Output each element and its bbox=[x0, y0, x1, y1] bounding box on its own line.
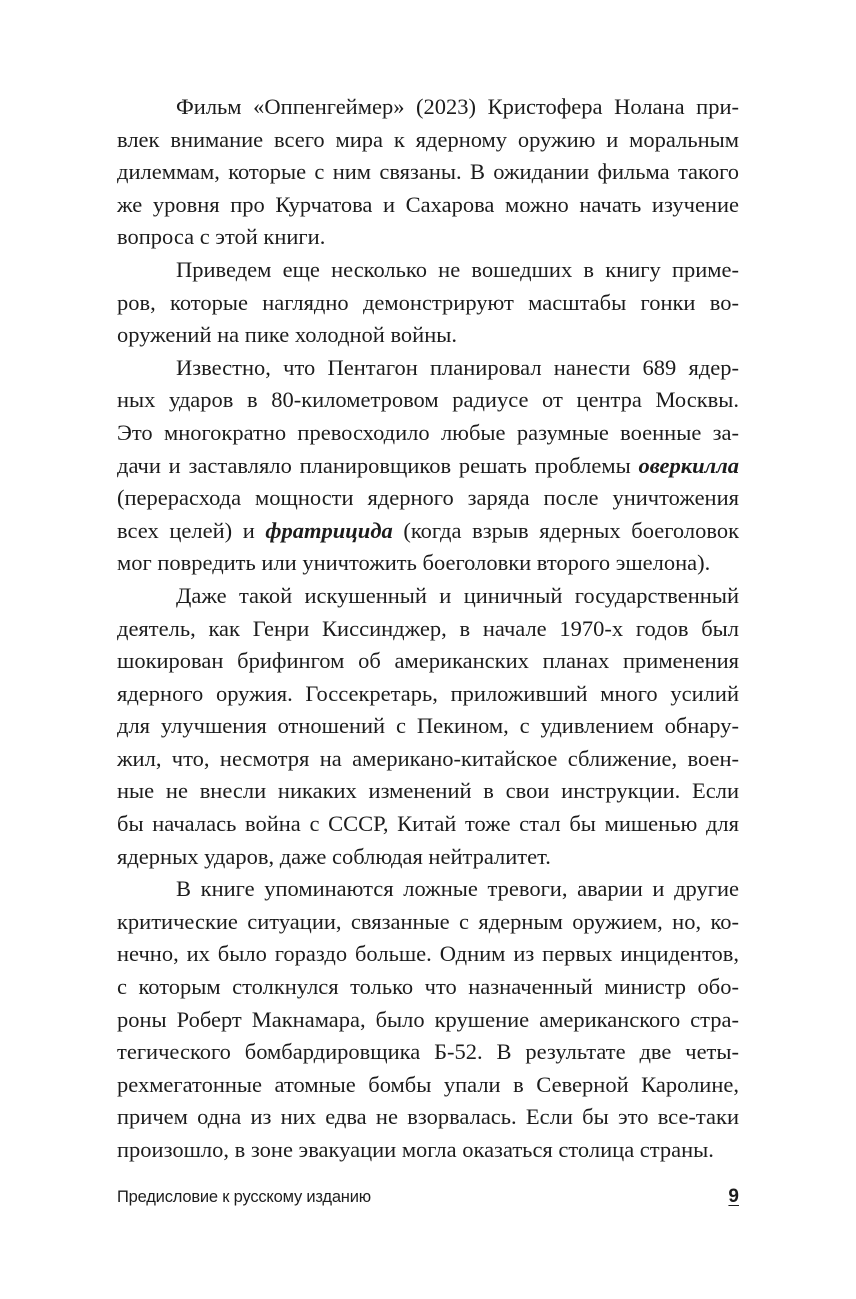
text-line: мог повредить или уничтожить боеголовки второго эшелона). bbox=[117, 550, 711, 576]
body-text bbox=[117, 91, 739, 1167]
text-line: ных ударов в 80-километровом радиусе от центра Москвы. bbox=[117, 387, 739, 413]
paragraph bbox=[117, 91, 739, 254]
text-line: тегического бомбардировщика Б-52. В результате две четы- bbox=[117, 1039, 739, 1065]
text-line: Известно, что Пентагон планировал нанести 689 ядер- bbox=[176, 354, 739, 380]
text-segment: дачи и заставляло планировщиков решать проблемы bbox=[117, 452, 639, 478]
text-line: вопроса с этой книги. bbox=[117, 224, 326, 250]
text-line: ядерного оружия. Госсекретарь, приложивший много усилий bbox=[117, 680, 739, 706]
text-line: для улучшения отношений с Пекином, с удивлением обнару- bbox=[117, 713, 739, 739]
paragraph bbox=[117, 254, 739, 352]
text-line: Это многократно превосходило любые разумные военные за- bbox=[117, 419, 739, 445]
text-line: Даже такой искушенный и циничный государственный bbox=[176, 582, 739, 608]
text-line: В книге упоминаются ложные тревоги, аварии и другие bbox=[176, 876, 739, 902]
text-line: произошло, в зоне эвакуации могла оказаться столица страны. bbox=[117, 1137, 714, 1162]
text-line: деятель, как Генри Киссинджер, в начале 1970-х годов был bbox=[117, 615, 739, 641]
text-segment: (когда взрыв ядерных боеголовок bbox=[392, 517, 739, 543]
text-line bbox=[117, 450, 739, 483]
text-line: рехмегатонные атомные бомбы упали в Северной Каролине, bbox=[117, 1071, 739, 1097]
text-line: (перерасхода мощности ядерного заряда после уничтожения bbox=[117, 485, 739, 511]
text-line: влек внимание всего мира к ядерному оружию и моральным bbox=[117, 126, 739, 152]
text-segment: всех целей) и bbox=[117, 517, 266, 543]
text-line: с которым столкнулся только что назначенный министр обо- bbox=[117, 974, 739, 1000]
page-footer bbox=[117, 1186, 739, 1212]
text-line: Фильм «Оппенгеймер» (2023) Кристофера Нолана при- bbox=[176, 94, 739, 119]
running-footer-title: Предисловие к русскому изданию bbox=[117, 1188, 371, 1206]
text-line: Приведем еще несколько не вошедших в книгу приме- bbox=[176, 256, 739, 282]
text-line: ные не внесли никаких изменений в свои инструкции. Если bbox=[117, 778, 739, 804]
paragraph bbox=[117, 352, 739, 580]
text-line: жил, что, несмотря на американо-китайское сближение, воен- bbox=[117, 745, 739, 771]
text-line: ров, которые наглядно демонстрируют масштабы гонки во- bbox=[117, 289, 739, 315]
text-line: роны Роберт Макнамара, было крушение американского стра- bbox=[117, 1006, 739, 1032]
text-line: оружений на пике холодной войны. bbox=[117, 322, 457, 348]
paragraph bbox=[117, 873, 739, 1166]
text-line: нечно, их было гораздо больше. Одним из первых инцидентов, bbox=[117, 941, 739, 967]
page-number: 9 bbox=[728, 1186, 739, 1207]
italic-term: оверкилла bbox=[638, 452, 739, 478]
text-line bbox=[117, 515, 739, 548]
text-line: шокирован брифингом об американских планах применения bbox=[117, 648, 739, 674]
text-line: дилеммам, которые с ним связаны. В ожидании фильма такого bbox=[117, 159, 739, 185]
paragraph bbox=[117, 580, 739, 873]
text-line: бы началась война с СССР, Китай тоже стал бы мишенью для bbox=[117, 811, 739, 837]
text-line: критические ситуации, связанные с ядерным оружием, но, ко- bbox=[117, 908, 739, 934]
text-line: же уровня про Курчатова и Сахарова можно начать изучение bbox=[117, 191, 739, 217]
text-line: причем одна из них едва не взорвалась. Если бы это все-таки bbox=[117, 1104, 739, 1130]
text-line: ядерных ударов, даже соблюдая нейтралитет. bbox=[117, 843, 551, 869]
italic-term: фратрицида bbox=[265, 517, 393, 543]
